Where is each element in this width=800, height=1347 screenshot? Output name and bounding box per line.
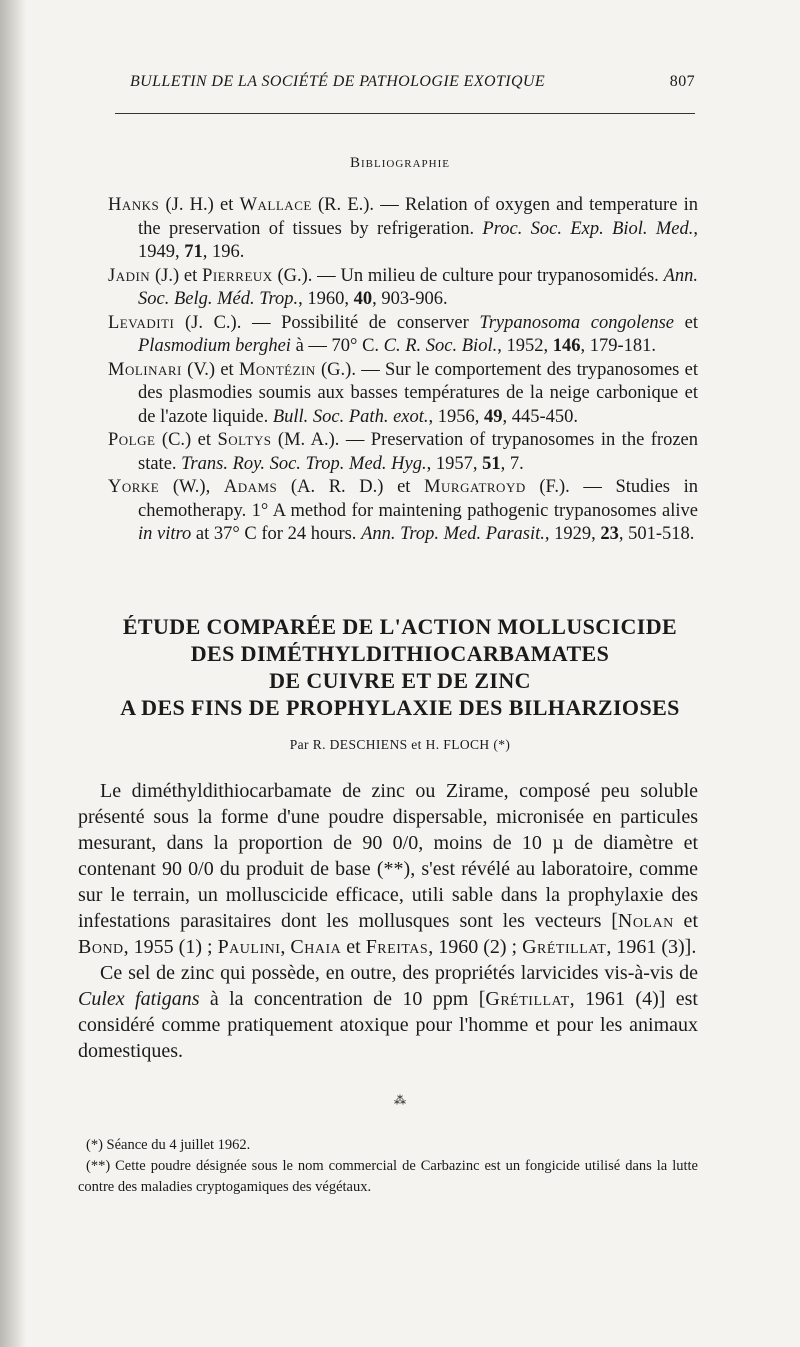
article-title [40, 613, 760, 721]
footnote-2: (**) Cette poudre désignée sous le nom commercial de Carbazinc est un fongicide utilisé dans la lutte contre des maladies cryptogamiques des végétaux. [78, 1158, 698, 1195]
title-line: A DES FINS DE PROPHYLAXIE DES BILHARZIOSES [120, 695, 680, 720]
title-line: ÉTUDE COMPARÉE DE L'ACTION MOLLUSCICIDE [122, 614, 678, 639]
footnotes [78, 1135, 698, 1198]
title-line: DE CUIVRE ET DE ZINC [269, 668, 531, 693]
reference-levaditi: Levaditi (J. C.). — Possibilité de conserver Trypanosoma congolense et Plasmodium berghei à — 70° C. C. R. Soc. Biol., 1952, 146, 179-181. [108, 312, 698, 356]
reference-jadin: Jadin (J.) et Pierreux (G.). — Un milieu de culture pour trypanosomidés. Ann. Soc. Belg. Méd. Trop., 1960, 40, 903-906. [108, 265, 699, 309]
journal-title: BULLETIN DE LA SOCIÉTÉ DE PATHOLOGIE EXOTIQUE [130, 73, 546, 90]
reference-list [108, 194, 698, 547]
section-separator: ⁂ [394, 1093, 406, 1107]
title-line: DES DIMÉTHYLDITHIOCARBAMATES [190, 641, 610, 666]
paragraph-1: Le diméthyldithiocarbamate de zinc ou Zirame, composé peu soluble présenté sous la forme d'une poudre dispersable, micronisée en particules mesurant, dans la proportion de 90 0/0, moins de 10 µ de diamètre et contenant 90 0/0 du produit de base (**), s'est révélé au laboratoire, comme sur le terrain, un molluscicide efficace, utili sable dans la prophylaxie des infestations parasitaires dont les mollusques sont les vecteurs [Nolan et Bond, 1955 (1) ; Paulini, Chaia et Freitas, 1960 (2) ; Grétillat, 1961 (3)]. [78, 780, 698, 958]
page-number: 807 [669, 73, 695, 90]
article-authors: Par R. DESCHIENS et H. FLOCH (*) [289, 737, 511, 752]
reference-hanks: Hanks (J. H.) et Wallace (R. E.). — Relation of oxygen and temperature in the preservation of tissues by refrigeration. Proc. Soc. Exp. Biol. Med., 1949, 71, 196. [108, 195, 698, 262]
paragraph-2: Ce sel de zinc qui possède, en outre, des propriétés larvicides vis-à-vis de Culex fatigans à la concentration de 10 ppm [Grétillat, 1961 (4)] est considéré comme pratiquement atoxique pour l'homme et pour les animaux domestiques. [78, 962, 698, 1062]
reference-yorke: Yorke (W.), Adams (A. R. D.) et Murgatroyd (F.). — Studies in chemotherapy. 1° A method for maintening pathogenic trypanosomes alive in vitro at 37° C for 24 hours. Ann. Trop. Med. Parasit., 1929, 23, 501-518. [108, 477, 699, 544]
header-rule [115, 113, 695, 114]
reference-molinari: Molinari (V.) et Montézin (G.). — Sur le comportement des trypanosomes et des plasmodies soumis aux basses températures de la neige carbonique et de l'azote liquide. Bull. Soc. Path. exot., 1956, 49, 445-450. [108, 359, 698, 427]
bibliography-heading: Bibliographie [350, 155, 450, 171]
footnote-1: (*) Séance du 4 juillet 1962. [86, 1137, 251, 1153]
reference-polge: Polge (C.) et Soltys (M. A.). — Preservation of trypanosomes in the frozen state. Trans. Roy. Soc. Trop. Med. Hyg., 1957, 51, 7. [108, 430, 698, 474]
article-body [78, 778, 698, 1064]
